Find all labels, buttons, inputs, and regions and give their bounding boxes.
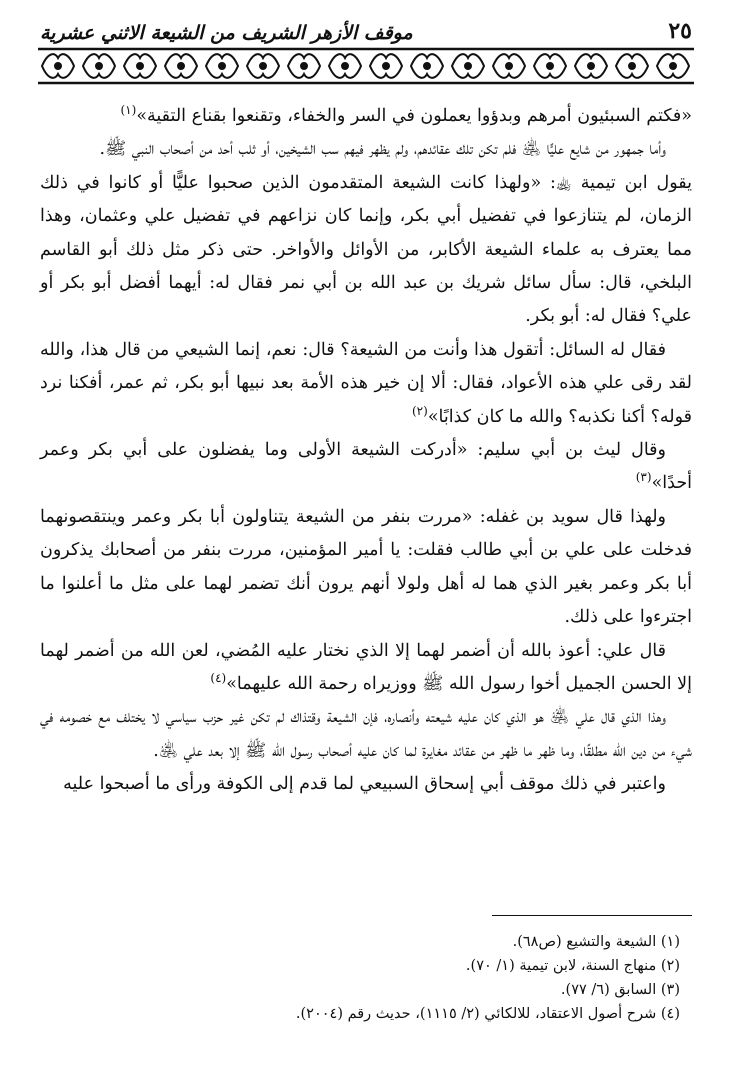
footnote-ref: (٤)	[210, 671, 227, 686]
footnote: (٣) السابق (٦/ ٧٧).	[560, 982, 680, 998]
paragraph: «فكتم السبئيون أمرهم وبدؤوا يعملون في السر والخفاء، وتقنعوا بقناع التقية»$^{(١)}$	[120, 103, 692, 126]
paragraph: فقال له السائل: أتقول هذا وأنت من الشيعة؟ قال: نعم، إنما الشيعي من قال هذا، والله لقد رقى علي هذه الأعواد، فقال: ألا إن خير هذه الأمة بعد نبيها أبو بكر، ثم عمر، أفكنا نرد قوله؟ أكنا نكذبه؟ والله ما كان كذابًا»$^{(٢)}$	[40, 339, 692, 427]
ornament-dot	[424, 63, 430, 69]
ornament-dot	[506, 63, 512, 69]
ornament-dot	[588, 63, 594, 69]
ornament-dot	[670, 63, 676, 69]
paragraph: ولهذا قال سويد بن غفله: «مررت بنفر من الشيعة يتناولون أبا بكر وعمر وينتقصونهما فدخلت على علي بن أبي طالب فقلت: يا أمير المؤمنين، مررت بنفر من أصحابك يذكرون أبا بكر وعمر بغير الذي هما له أهل ولولا أنهم يرون أنك تضمر لهما على مثل ما أعلنوا ما اجترءوا على ذلك.	[40, 506, 692, 628]
footnote-ref: (٢)	[411, 403, 428, 418]
ornament-dot	[342, 63, 348, 69]
ornament-dot	[547, 63, 553, 69]
page-number: ٢٥	[668, 18, 692, 44]
running-title: موقف الأزهر الشريف من الشيعة الاثني عشرية	[40, 22, 413, 44]
paragraph: وأما جمهور من شايع عليًّا ﵁ فلم تكن تلك عقائدهم، ولم يظهر فيهم سب الشيخين، أو ثلب أحد من أصحاب النبي ﷺ.	[99, 139, 666, 160]
paragraph: واعتبر في ذلك موقف أبي إسحاق السبيعي لما قدم إلى الكوفة ورأى ما أصبحوا عليه	[63, 774, 666, 795]
ornament-dot	[96, 63, 102, 69]
footnote: (٢) منهاج السنة، لابن تيمية (١/ ٧٠).	[465, 958, 680, 974]
ornament-dot	[178, 63, 184, 69]
ornament-dot	[383, 63, 389, 69]
footnote: (١) الشيعة والتشيع (ص٦٨).	[512, 934, 680, 950]
footnotes	[40, 930, 680, 1026]
paragraph: يقول ابن تيمية ﵀: «ولهذا كانت الشيعة المتقدمون الذين صحبوا عليًّا أو كانوا في ذلك الزمان، لم يتنازعوا في تفضيل أبي بكر، وإنما كان نزاعهم في تفضيل علي وعثمان، وهذا مما يعترف به علماء الشيعة الأكابر، من الأوائل والأواخر. حتى ذكر مثل ذلك أبو القاسم البلخي، قال: سأل سائل شريك بن عبد الله بن أبي نمر فقال له: أيهما أفضل أبو بكر أو علي؟ فقال له: أبو بكر.	[40, 172, 692, 327]
footnote-ref: (١)	[120, 103, 137, 118]
footnote: (٤) شرح أصول الاعتقاد، للالكائي (٢/ ١١١٥)، حديث رقم (٢٠٠٤).	[295, 1006, 680, 1022]
paragraph: وهذا الذي قال علي ﵁ هو الذي كان عليه شيعته وأنصاره، فإن الشيعة وقتذاك لم تكن غير حزب سياسي لا يختلف مع خصومه في شيء من دين الله مطلقًا، وما ظهر ما ظهر من عقائد مغايرة لما كان عليه أصحاب رسول الله ﷺ إلا بعد علي ﵁.	[40, 707, 692, 761]
footnote-separator	[492, 915, 692, 916]
ornament-dot	[55, 63, 61, 69]
ornament-dot	[219, 63, 225, 69]
main-text	[40, 100, 692, 802]
ornament-dot	[629, 63, 635, 69]
paragraph: قال علي: أعوذ بالله أن أضمر لهما إلا الذي نختار عليه المُضي، لعن الله من أضمر لهما إلا الحسن الجميل أخوا رسول الله ﷺ ووزيراه رحمة الله عليهما»$^{(٤)}$	[40, 640, 692, 694]
ornament-dot	[465, 63, 471, 69]
ornament-dot	[137, 63, 143, 69]
ornament-dot	[260, 63, 266, 69]
ornament-dot	[301, 63, 307, 69]
footnote-ref: (٣)	[635, 470, 652, 485]
paragraph: وقال ليث بن أبي سليم: «أدركت الشيعة الأولى وما يفضلون على أبي بكر وعمر أحدًا»$^{(٣)}$	[40, 440, 692, 494]
decorative-border-ornament	[38, 46, 694, 86]
page-header	[40, 14, 692, 44]
